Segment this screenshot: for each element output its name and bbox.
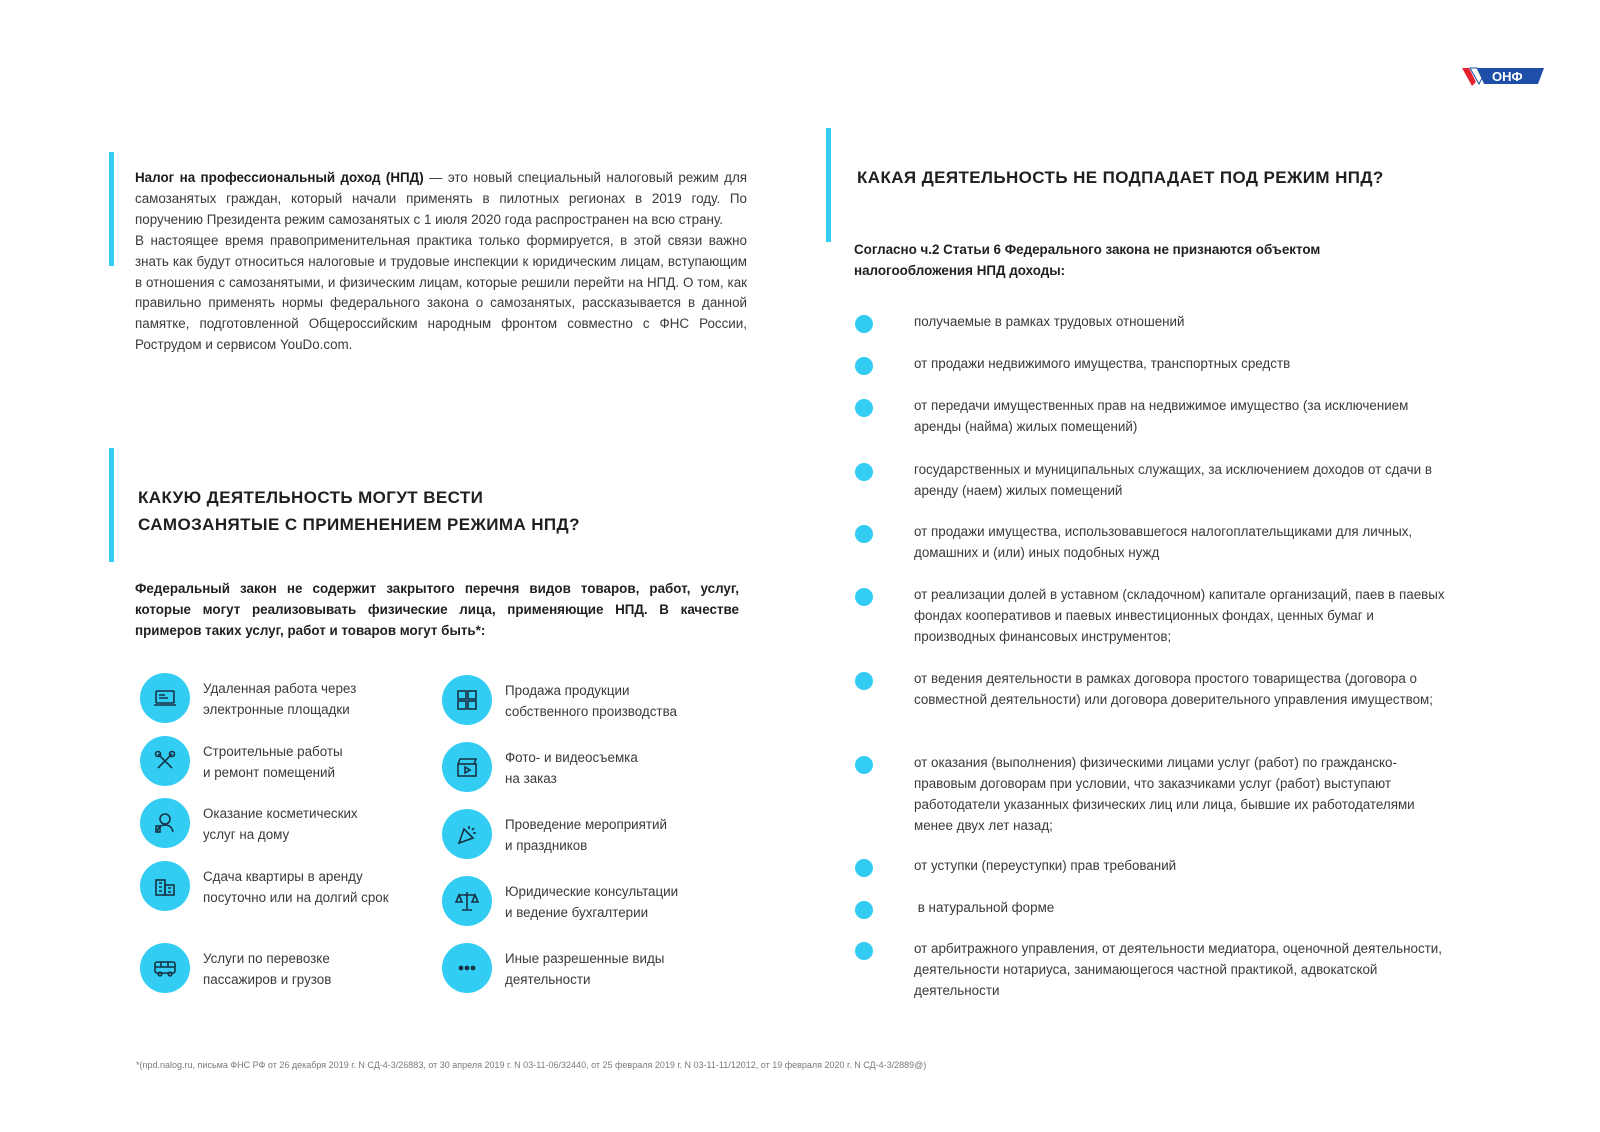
right-lead: Согласно ч.2 Статьи 6 Федерального закона не признаются объектом налогообложения НПД доходы: [854,242,1321,278]
bullet-dot [855,525,873,543]
logo-text: ОНФ [1492,69,1523,84]
exclusion-text: от передачи имущественных прав на недвижимое имущество (за исключением аренды (найма) жилых помещений) [914,398,1409,434]
activity-label: Юридические консультации и ведение бухгалтерии [505,884,679,920]
activity-item [140,943,440,995]
activity-label: Проведение мероприятий и праздников [505,817,668,853]
activity-label: Оказание косметических услуг на дому [203,806,358,842]
bullet-dot [855,756,873,774]
onf-logo [1462,62,1546,90]
exclusion-text: получаемые в рамках трудовых отношений [914,314,1185,329]
activity-item [442,742,742,794]
more-icon [442,943,492,993]
activity-item [140,798,440,850]
bullet-dot [855,901,873,919]
clapperboard-icon [442,742,492,792]
activity-item [442,675,742,727]
left-heading-accent-bar [109,448,114,562]
bullet-dot [855,463,873,481]
exclusion-text: от реализации долей в уставном (складочном) капитале организаций, паев в паевых фондах кооперативов и паевых инвестиционных фондах, ценных бумаг и производных финансовых инструментов; [914,587,1445,644]
activity-label: Услуги по перевозке пассажиров и грузов [203,951,332,987]
tools-icon [140,736,190,786]
building-icon [140,861,190,911]
right-heading-accent-bar [826,128,831,242]
scales-icon [442,876,492,926]
bullet-dot [855,399,873,417]
exclusion-text: от продажи имущества, использовавшегося налогоплательщиками для личных, домашних и (или) иных подобных нужд [914,524,1413,560]
left-heading [138,484,698,538]
activity-item [140,736,440,788]
bullet-dot [855,672,873,690]
onf-logo-graphic [1462,62,1546,90]
exclusion-text: от продажи недвижимого имущества, транспортных средств [914,356,1291,371]
intro-accent-bar [109,152,114,266]
party-icon [442,809,492,859]
exclusion-text: от ведения деятельности в рамках договора простого товарищества (договора о совместной деятельности) или договора доверительного управления имуществом; [914,671,1433,707]
activity-item [140,673,440,725]
bullet-dot [855,942,873,960]
exclusion-text: от арбитражного управления, от деятельности медиатора, оценочной деятельности, деятельности нотариуса, занимающегося частной практикой, адвокатской деятельности [914,941,1442,998]
activity-label: Удаленная работа через электронные площадки [203,681,357,717]
intro-text [135,168,747,356]
bullet-dot [855,588,873,606]
bullet-dot [855,859,873,877]
activity-item [442,876,742,928]
exclusion-text: государственных и муниципальных служащих, за исключением доходов от сдачи в аренду (наем) жилых помещений [914,462,1432,498]
intro-text-2: В настоящее время правоприменительная практика только формируется, в этой связи важно знать как будут относиться налоговые и трудовые инспекции к юридическим лицам, вступающим в отношения с самозанятыми, и физическим лицам, которые решили перейти на НПД. О том, как правильно применять нормы федерального закона о самозанятых, рассказывается в данной памятке, подготовленной Общероссийским народным фронтом совместно с ФНС России, Рострудом и сервисом YouDo.com. [135,232,747,353]
footnote: *(npd.nalog.ru, письма ФНС РФ от 26 декабря 2019 г. N СД-4-3/26883, от 30 апреля 2019 г. N 03-11-06/32440, от 25 февраля 2019 г. N 03-11-11/12012, от 19 февраля 2020 г. N СД-4-3/2889@) [136,1060,927,1070]
bullet-dot [855,357,873,375]
left-heading-line1: КАКУЮ ДЕЯТЕЛЬНОСТЬ МОГУТ ВЕСТИ [138,488,484,507]
laptop-icon [140,673,190,723]
exclusion-text: от уступки (переуступки) прав требований [914,858,1177,873]
cosmetics-icon [140,798,190,848]
bus-icon [140,943,190,993]
activity-label: Сдача квартиры в аренду посуточно или на долгий срок [203,869,389,905]
left-lead: Федеральный закон не содержит закрытого перечня видов товаров, работ, услуг, которые могут реализовывать физические лица, применяющие НПД. В качестве примеров таких услуг, работ и товаров могут быть*: [135,581,739,638]
activity-label: Иные разрешенные виды деятельности [505,951,665,987]
activity-label: Продажа продукции собственного производства [505,683,677,719]
intro-text-1: — это новый специальный налоговый режим для самозанятых граждан, который начали применять в пилотных регионах в 2019 году. По поручению Президента режим самозанятых с 1 июля 2020 года распространен на всю страну. [135,170,748,227]
bullet-dot [855,315,873,333]
exclusion-text: в натуральной форме [914,900,1055,915]
products-icon [442,675,492,725]
activity-label: Строительные работы и ремонт помещений [203,744,343,780]
intro-bold-lead: Налог на профессиональный доход (НПД) [135,170,424,185]
activity-item [442,943,742,995]
activity-label: Фото- и видеосъемка на заказ [505,750,638,786]
activity-item [442,809,742,861]
right-heading: КАКАЯ ДЕЯТЕЛЬНОСТЬ НЕ ПОДПАДАЕТ ПОД РЕЖИМ НПД? [857,168,1384,187]
left-heading-line2: САМОЗАНЯТЫЕ С ПРИМЕНЕНИЕМ РЕЖИМА НПД? [138,515,580,534]
activity-item [140,861,440,913]
exclusion-text: от оказания (выполнения) физическими лицами услуг (работ) по гражданско-правовым договорам при условии, что заказчиками услуг (работ) выступают работодатели указанных физических лиц или лица, бывшие их работодателями менее двух лет назад; [914,755,1415,833]
